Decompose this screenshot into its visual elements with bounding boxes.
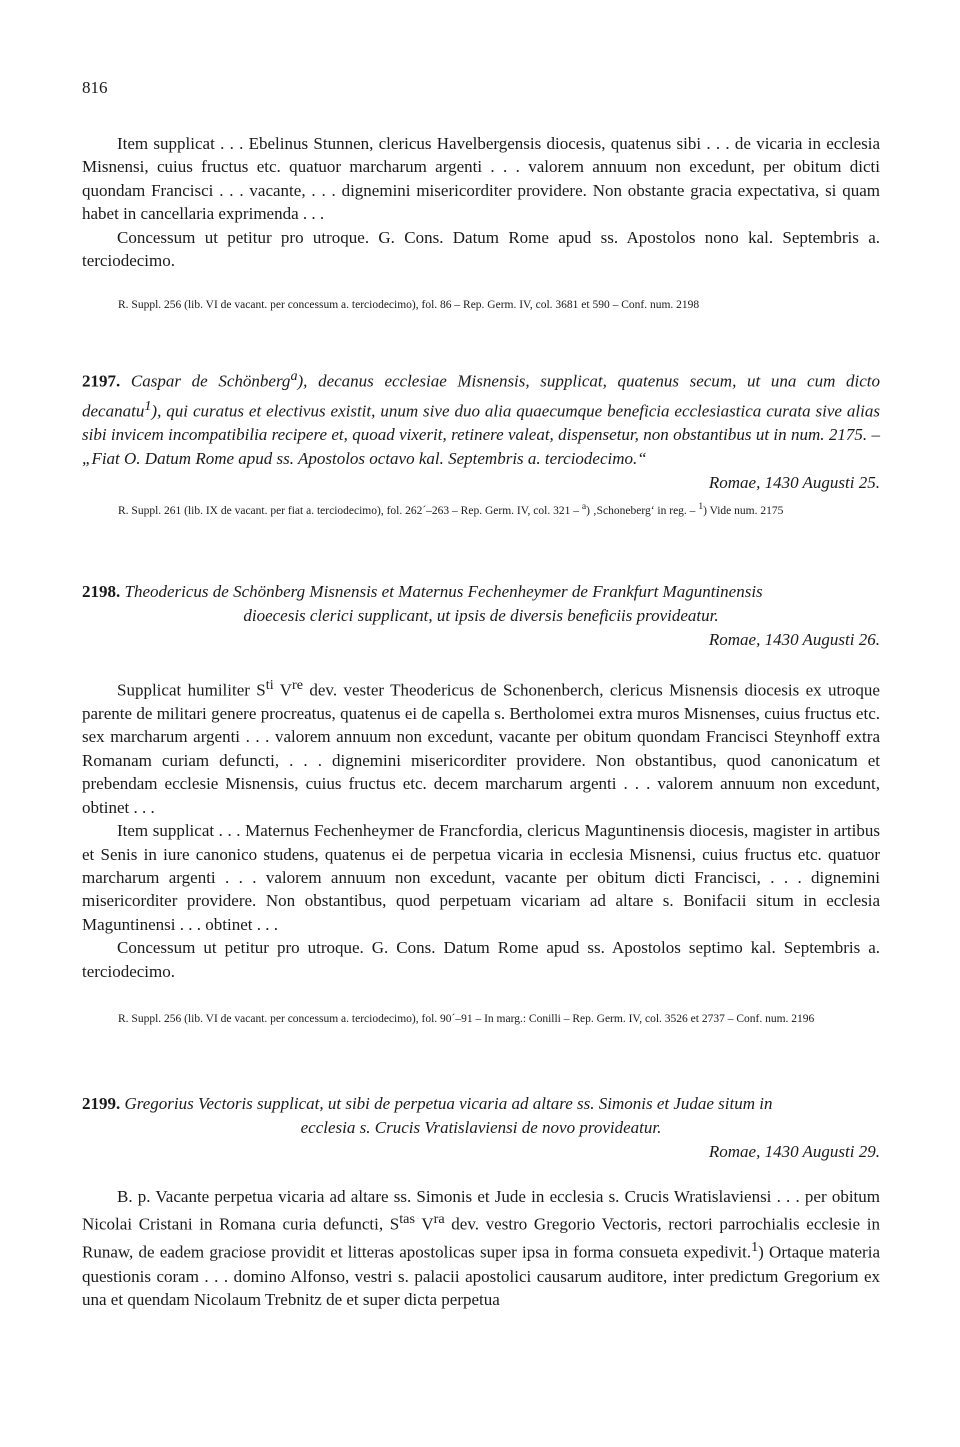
footnote: R. Suppl. 256 (lib. VI de vacant. per concessum a. terciodecimo), fol. 86 – Rep. Germ. IV, col. 3681 et 590 – Conf. num. 2198: [118, 299, 700, 311]
paragraph: Supplicat humiliter $S^{ti}$ Vre dev. vester Theodericus de Schonenberch, clericus Misnensis diocesis ex utroque parente de militari genere procreatus, quatenus ei de capella s. Bertholomei extra muros Misnenses, cuius fructus etc. sex marcharum argenti . . . valorem annuum non excedunt, vacante per obitum quondam Francisci Steynhoff extra Romanam curiam defuncti, . . . dignemini misericorditer providere. Non obstantibus, quod canonicatum et prebendam ecclesie Misnensis, cuius fructus etc. decem marcharum argenti . . . valorem annuum non excedunt, obtinet . . .: [82, 677, 880, 817]
entry-number: 2197.: [82, 371, 121, 391]
entry-summary: 2198. Theodericus de Schönberg Misnensis et Maternus Fechenheymer de Frankfurt Maguntinensis: [82, 582, 763, 601]
entry-2198-body: [82, 674, 880, 983]
page-number: 816: [82, 78, 108, 97]
entry-2199: [82, 1092, 880, 1164]
entry-summary-cont: ecclesia s. Crucis Vratislaviensi de novo provideatur.: [300, 1118, 662, 1137]
entry-date: Romae, 1430 Augusti 29.: [708, 1142, 880, 1161]
paragraph: Item supplicat . . . Ebelinus Stunnen, clericus Havelbergensis diocesis, quatenus sibi . . . de vicaria in ecclesia Misnensi, cuius fructus etc. quatuor marcharum argenti . . . valorem annuum non excedunt, per obitum dicti quondam Francisci . . . vacante, . . . dignemini misericorditer providere. Non obstante gracia expectativa, si quam habet in cancellaria exprimenda . . .: [82, 134, 880, 224]
paragraph: Concessum ut petitur pro utroque. G. Cons. Datum Rome apud ss. Apostolos septimo kal. Septembris a. terciodecimo.: [82, 938, 880, 981]
paragraph: B. p. Vacante perpetua vicaria ad altare ss. Simonis et Jude in ecclesia s. Crucis Wratislaviensi . . . per obitum Nicolai Cristani in Romana curia defuncti, $S^{tas}$ $V^{ra}$ dev. vestro Gregorio Vectoris, rectori parrochialis ecclesie in Runaw, de eadem graciose providit et litteras apostolicas super ipsa in forma consueta expedivit.$^1$) Ortaque materia questionis coram . . . domino Alfonso, vestri s. palacii apostolici causarum auditore, inter predictum Gregorium ex una et quendam Nicolaum Trebnitz de et super dicta perpetua: [82, 1187, 880, 1309]
entry-number: 2198.: [82, 582, 121, 601]
entry-2199-body: [82, 1185, 880, 1311]
entry-summary-cont: dioecesis clerici supplicant, ut ipsis de diversis beneficiis provideatur.: [243, 606, 719, 625]
footnote: R. Suppl. 261 (lib. IX de vacant. per fiat a. terciodecimo), fol. 262´–263 – Rep. Germ. IV, col. 321 – $^a$) ‚Schoneberg‘ in reg. – $^1$) Vide num. 2175: [118, 501, 784, 517]
entry-2197: [82, 364, 880, 495]
entry-summary: 2199. Gregorius Vectoris supplicat, ut sibi de perpetua vicaria ad altare ss. Simonis et Judae situm in: [82, 1094, 773, 1113]
paragraph: Concessum ut petitur pro utroque. G. Cons. Datum Rome apud ss. Apostolos nono kal. Septembris a. terciodecimo.: [82, 227, 880, 271]
entry-date: Romae, 1430 Augusti 26.: [708, 630, 880, 649]
paragraph: Item supplicat . . . Maternus Fechenheymer de Francfordia, clericus Maguntinensis diocesis, magister in artibus et Senis in iure canonico studens, quatenus ei de perpetua vicaria in ecclesia Misnensi, cuius fructus etc. quatuor marcharum argenti . . . valorem annuum non excedunt, vacante per obitum dicti Francisci, . . . dignemini misericorditer providere. Non obstantibus, quod perpetuam vicariam ad altare s. Bonifacii situm in ecclesia Maguntinensi . . . obtinet . . .: [82, 821, 880, 934]
footnote: R. Suppl. 256 (lib. VI de vacant. per concessum a. terciodecimo), fol. 90´–91 – In marg.: Conilli – Rep. Germ. IV, col. 3526 et 2737 – Conf. num. 2196: [118, 1013, 815, 1025]
entry-number: 2199.: [82, 1094, 121, 1113]
entry-2198: [82, 580, 880, 652]
entry-summary: 2197. Caspar de Schönberg$^a$), decanus ecclesiae Misnensis, supplicat, quatenus secum, ut una cum dicto decanatu$^1$), qui curatus et electivus existit, unum sive duo alia quaecumque beneficia ecclesiastica curata sive alias sibi invicem incompatibilia recipere et, quoad vixerit, retinere valeat, dispensetur, non obstantibus ut in num. 2175. – „Fiat O. Datum Rome apud ss. Apostolos octavo kal. Septembris a. terciodecimo.“: [82, 368, 880, 469]
continued-entry: [82, 132, 880, 272]
entry-date: Romae, 1430 Augusti 25.: [708, 473, 880, 493]
